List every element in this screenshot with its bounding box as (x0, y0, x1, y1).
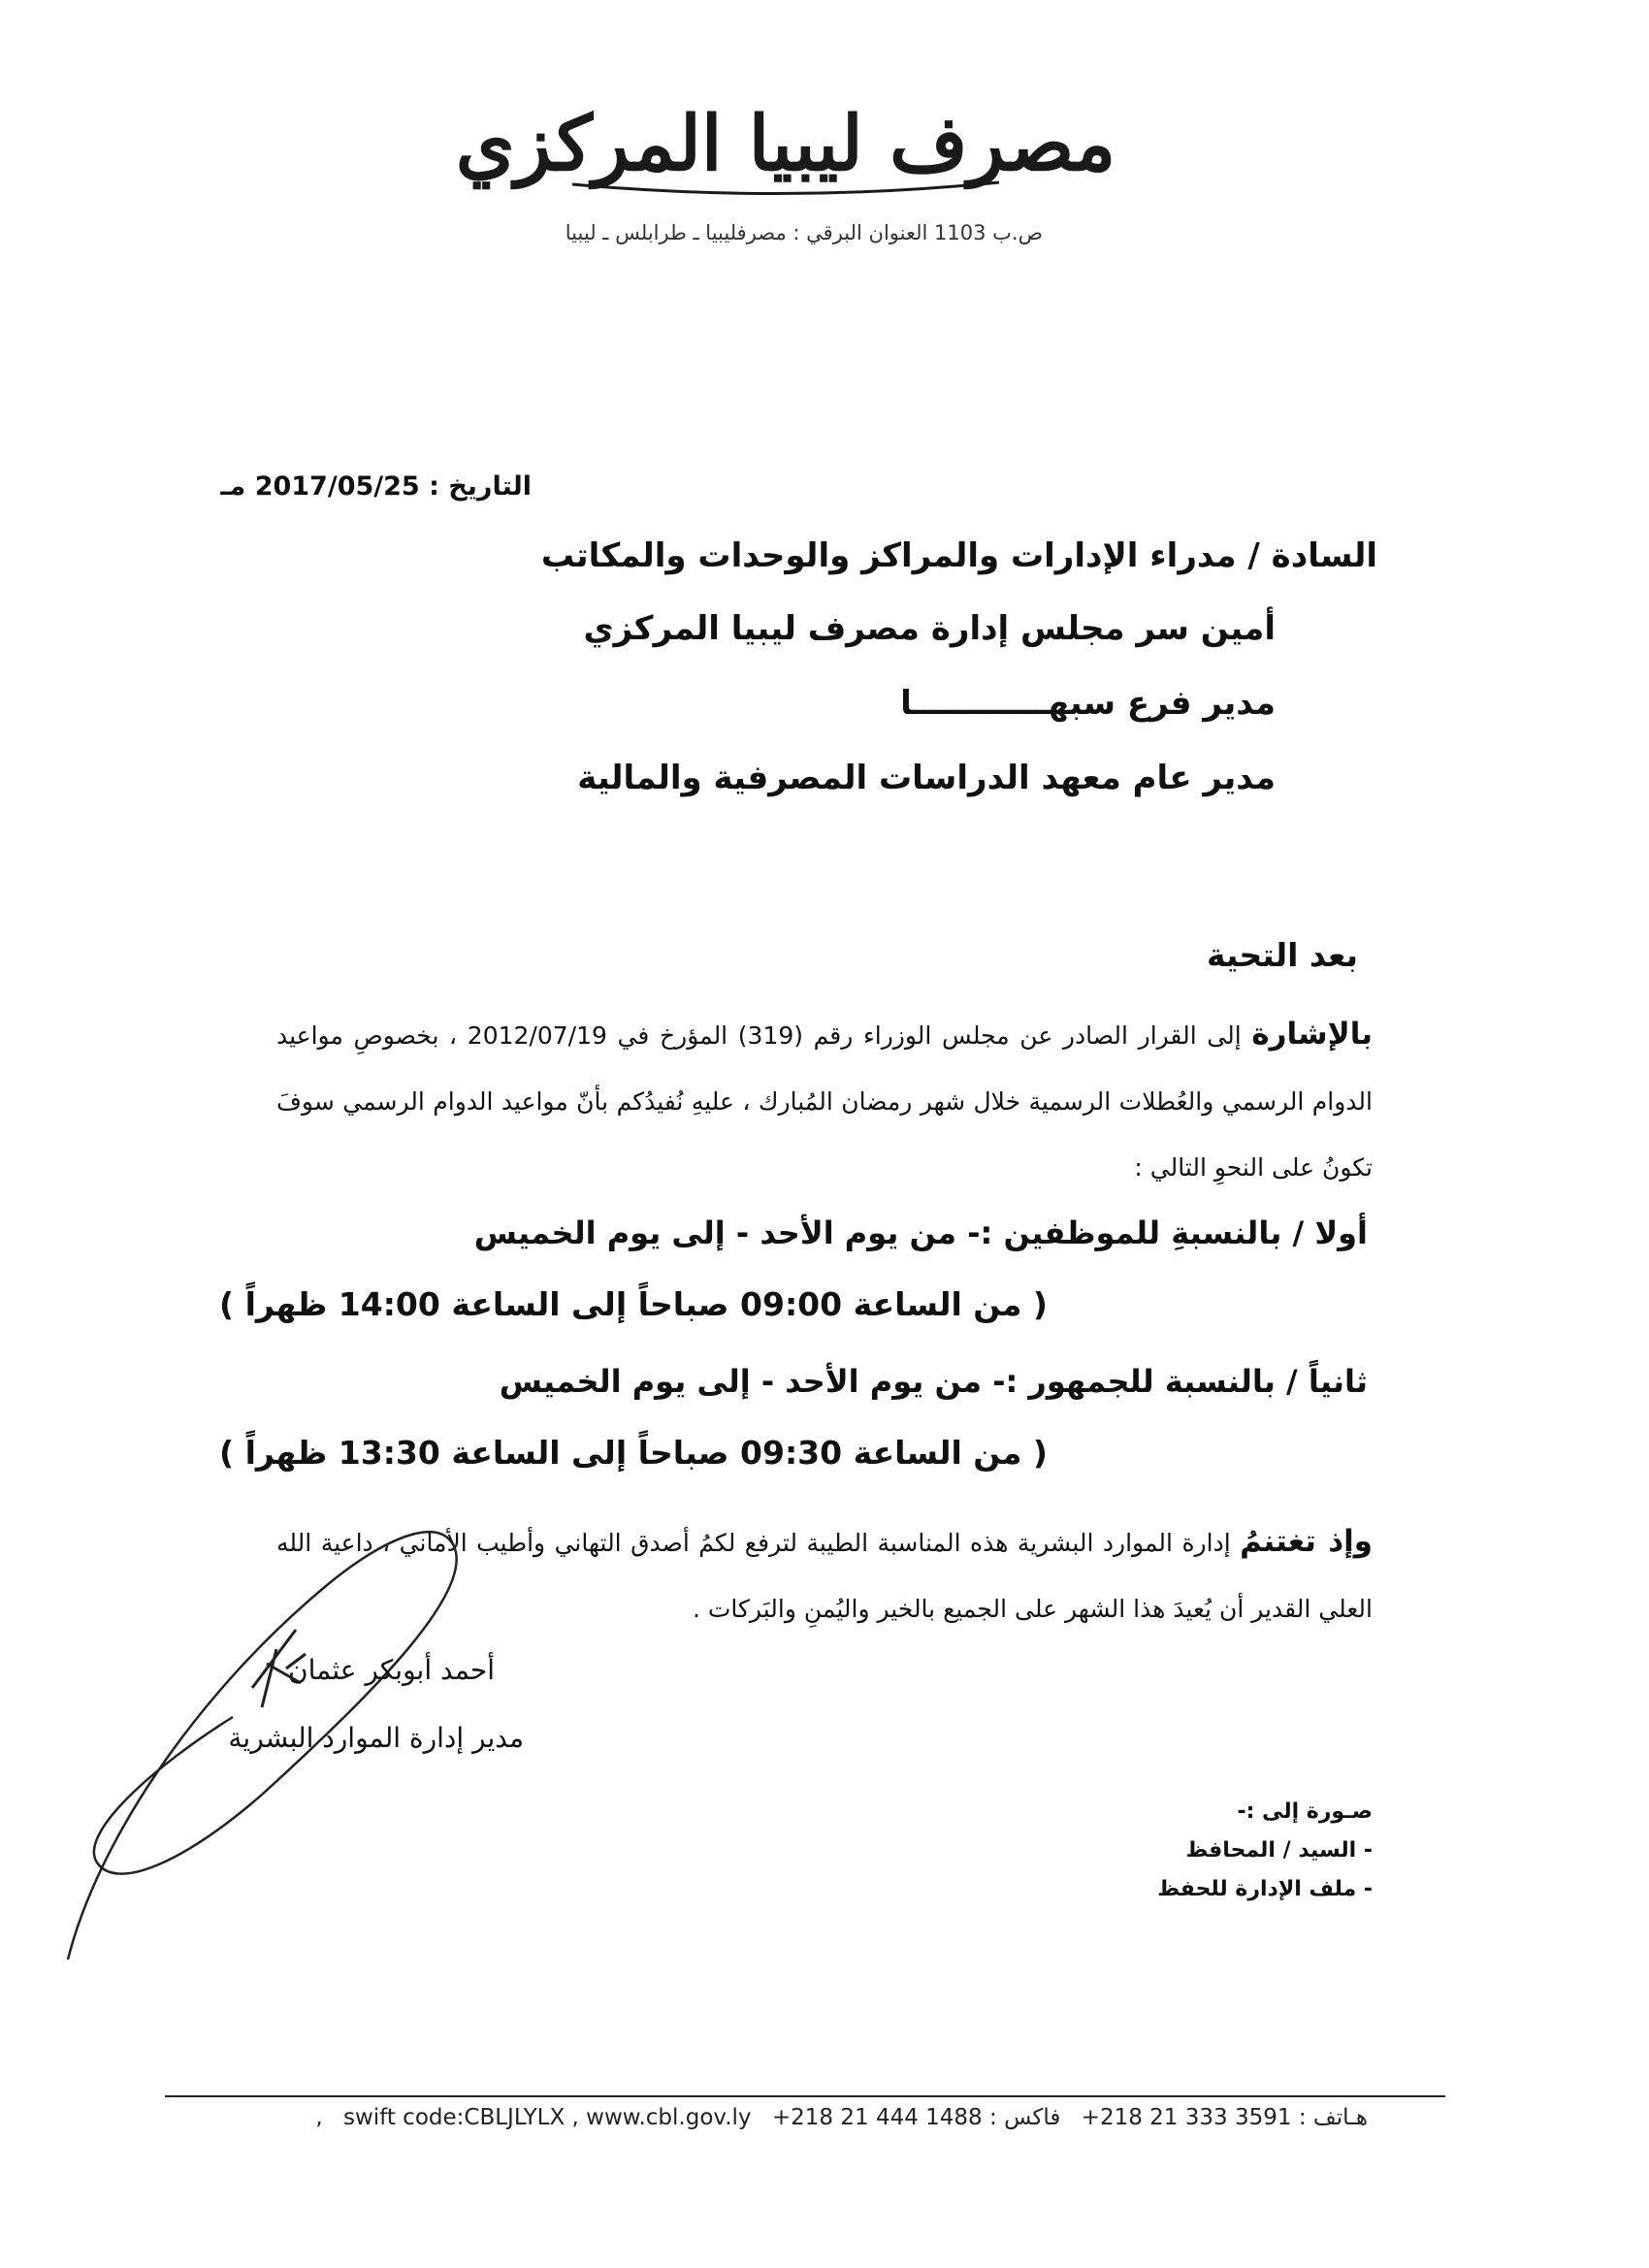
greeting: بعد التحية (1206, 936, 1358, 974)
schedule-public-title: ثانياً / بالنسبة للجمهور :- من يوم الأحد - إلى يوم الخميس (499, 1363, 1368, 1400)
letterhead-address: ص.ب 1103 العنوان البرقي : مصرفليبيا ـ طرابلس ـ ليبيا (565, 221, 1043, 244)
body-paragraph (276, 1001, 1373, 1201)
footer-divider (165, 2095, 1445, 2097)
signatory-title: مدير إدارة الموارد البشرية (228, 1722, 524, 1754)
cc-item-governor: - السيد / المحافظ (1185, 1838, 1373, 1863)
body-text: إلى القرار الصادر عن مجلس الوزراء رقم (319) المؤرخ في 2012/07/19 ، بخصوصِ مواعيد الدوام الرسمي والعُطلات الرسمية خلال شهر رمضان المُبارك ، عليهِ نُفيدُكم بأنّ مواعيد الدوام الرسمي سوفَ تكونُ على النحوِ التالي : (276, 1021, 1373, 1182)
body-lead-word: بالإشارة (1251, 1017, 1373, 1052)
schedule-employees-title: أولا / بالنسبةِ للموظفين :- من يوم الأحد - إلى يوم الخميس (473, 1215, 1368, 1251)
schedule-public-time: ( من الساعة 09:30 صباحاً إلى الساعة 13:30 ظهراً ) (219, 1434, 1048, 1472)
recipient-line-2: أمين سر مجلس إدارة مصرف ليبيا المركزي (583, 609, 1276, 648)
schedule-employees-time: ( من الساعة 09:00 صباحاً إلى الساعة 14:00 ظهراً ) (219, 1285, 1048, 1323)
cc-item-file: - ملف الإدارة للحفظ (1157, 1877, 1373, 1901)
recipient-line-4: مدير عام معهد الدراسات المصرفية والمالية (577, 759, 1276, 797)
recipient-line-1: السادة / مدراء الإدارات والمراكز والوحدات والمكاتب (540, 536, 1377, 575)
footer-contact (302, 2105, 1368, 2130)
cc-heading: صـورة إلى :- (1237, 1799, 1373, 1824)
letter-date: التاريخ : 2017/05/25 مـ (220, 471, 532, 502)
footer-fax: فاكس : 1488 444 21 218+ (771, 2105, 1061, 2130)
footer-phone: هـاتف : 3591 333 21 218+ (1081, 2105, 1368, 2130)
footer-swift: swift code:CBLJLYLX , (342, 2105, 579, 2130)
signatory-name: أحمد أبوبكر عثمان (288, 1654, 495, 1686)
svg-text:مصرف ليبيا المركزي: مصرف ليبيا المركزي (455, 100, 1116, 188)
footer-website: www.cbl.gov.ly , (315, 2105, 752, 2130)
bank-logo (455, 78, 1116, 204)
closing-text: إدارة الموارد البشرية هذه المناسبة الطيبة لترفع لكمُ أصدق التهاني وأطيب الأماني ، داعية الله العلي القدير أن يُعيدَ هذا الشهر على الجميع بالخير واليُمنِ والبَركات . (276, 1529, 1373, 1623)
recipient-line-3: مدير فرع سبهــــــــــــا (900, 684, 1276, 723)
closing-lead-word: وإذ تغتنمُ (1240, 1524, 1373, 1559)
